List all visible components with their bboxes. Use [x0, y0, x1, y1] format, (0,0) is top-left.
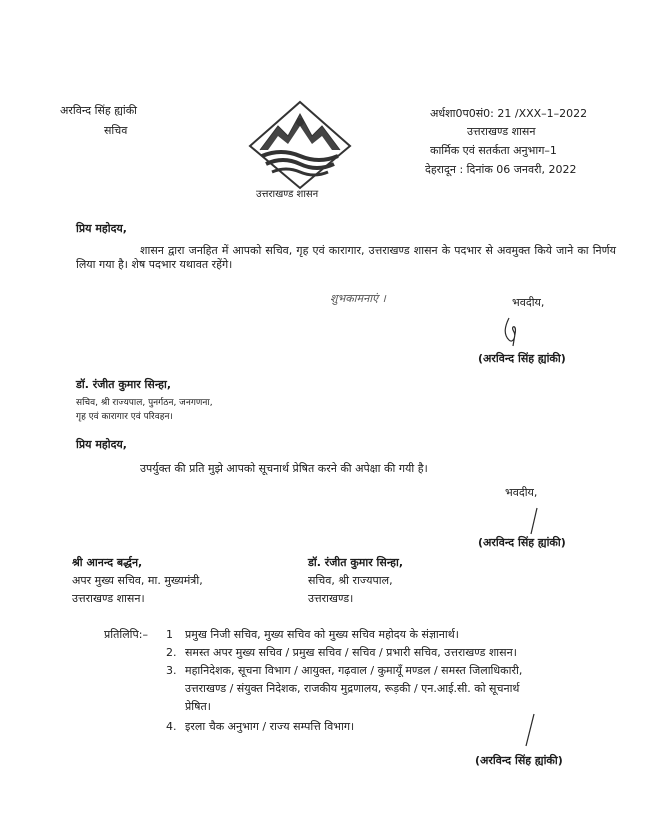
recipient-right-name: डॉ. रंजीत कुमार सिन्हा, [308, 556, 403, 569]
sender-name: अरविन्द सिंह ह्यांकी [60, 104, 138, 117]
government-name: उत्तराखण्ड शासन [467, 125, 536, 138]
recipient-right-line-2: उत्तराखण्ड। [308, 592, 354, 605]
handwritten-wishes: शुभकामनाएं । [330, 292, 386, 305]
emblem-logo-icon [248, 100, 352, 190]
signature-2 [525, 506, 545, 536]
place-date: देहरादून : दिनांक 06 जनवरी, 2022 [425, 163, 577, 176]
recipient-left-line-1: अपर मुख्य सचिव, मा. मुख्यमंत्री, [72, 574, 203, 587]
copy-item-text-line-1: महानिदेशक, सूचना विभाग / आयुक्त, गढ़वाल / कुमायूँ मण्डल / समस्त जिलाधिकारी, [185, 664, 523, 677]
sender-designation: सचिव [104, 124, 128, 137]
copy-item-text: इरला चैक अनुभाग / राज्य सम्पत्ति विभाग। [185, 720, 355, 733]
addressee-name: डॉ. रंजीत कुमार सिन्हा, [76, 378, 171, 391]
copy-item-text: प्रमुख निजी सचिव, मुख्य सचिव को मुख्य सचिव महोदय के संज्ञानार्थ। [185, 628, 459, 641]
recipient-right-line-1: सचिव, श्री राज्यपाल, [308, 574, 393, 587]
addressee-line-2: गृह एवं कारागार एवं परिवहन। [76, 412, 173, 422]
signatory-3: (अरविन्द सिंह ह्यांकी) [475, 754, 563, 767]
closing-1: भवदीय, [512, 296, 545, 309]
copy-item-number: 4. [166, 720, 177, 733]
reference-number: अर्धशा0प0सं0: 21 /XXX–1–2022 [430, 107, 588, 120]
copy-item-number: 3. [166, 664, 177, 677]
recipient-left-name: श्री आनन्द बर्द्धन, [72, 556, 143, 569]
copy-to-label: प्रतिलिपि:– [104, 628, 148, 641]
recipient-left-line-2: उत्तराखण्ड शासन। [72, 592, 145, 605]
signature-3 [520, 712, 540, 748]
closing-2: भवदीय, [505, 486, 538, 499]
signatory-1: (अरविन्द सिंह ह्यांकी) [478, 352, 566, 365]
letter-body-2: उपर्युक्त की प्रति मुझे आपको सूचनार्थ प्रेषित करने की अपेक्षा की गयी है। [140, 462, 428, 475]
letter-body-1: शासन द्वारा जनहित में आपको सचिव, गृह एवं कारागार, उत्तराखण्ड शासन के पदभार से अवमुक्त किये जाने का निर्णय लिया गया है। शेष पदभार यथावत रहेंगे। [76, 244, 616, 272]
emblem-caption: उत्तराखण्ड शासन [256, 189, 319, 200]
copy-item-text: समस्त अपर मुख्य सचिव / प्रमुख सचिव / सचिव / प्रभारी सचिव, उत्तराखण्ड शासन। [185, 646, 517, 659]
copy-item-text-line-3: प्रेषित। [185, 700, 211, 713]
copy-item-number: 2. [166, 646, 177, 659]
salutation-1: प्रिय महोदय, [76, 222, 127, 235]
uttarakhand-emblem [248, 100, 352, 210]
copy-item-text-line-2: उत्तराखण्ड / संयुक्त निदेशक, राजकीय मुद्रणालय, रूड़की / एन.आई.सी. को सूचनार्थ [185, 682, 520, 695]
copy-item-number: 1 [166, 628, 173, 641]
signatory-2: (अरविन्द सिंह ह्यांकी) [478, 536, 566, 549]
salutation-2: प्रिय महोदय, [76, 438, 127, 451]
department-name: कार्मिक एवं सतर्कता अनुभाग–1 [430, 144, 557, 157]
signature-1 [495, 316, 535, 348]
addressee-line-1: सचिव, श्री राज्यपाल, पुनर्गठन, जनगणना, [76, 398, 213, 408]
